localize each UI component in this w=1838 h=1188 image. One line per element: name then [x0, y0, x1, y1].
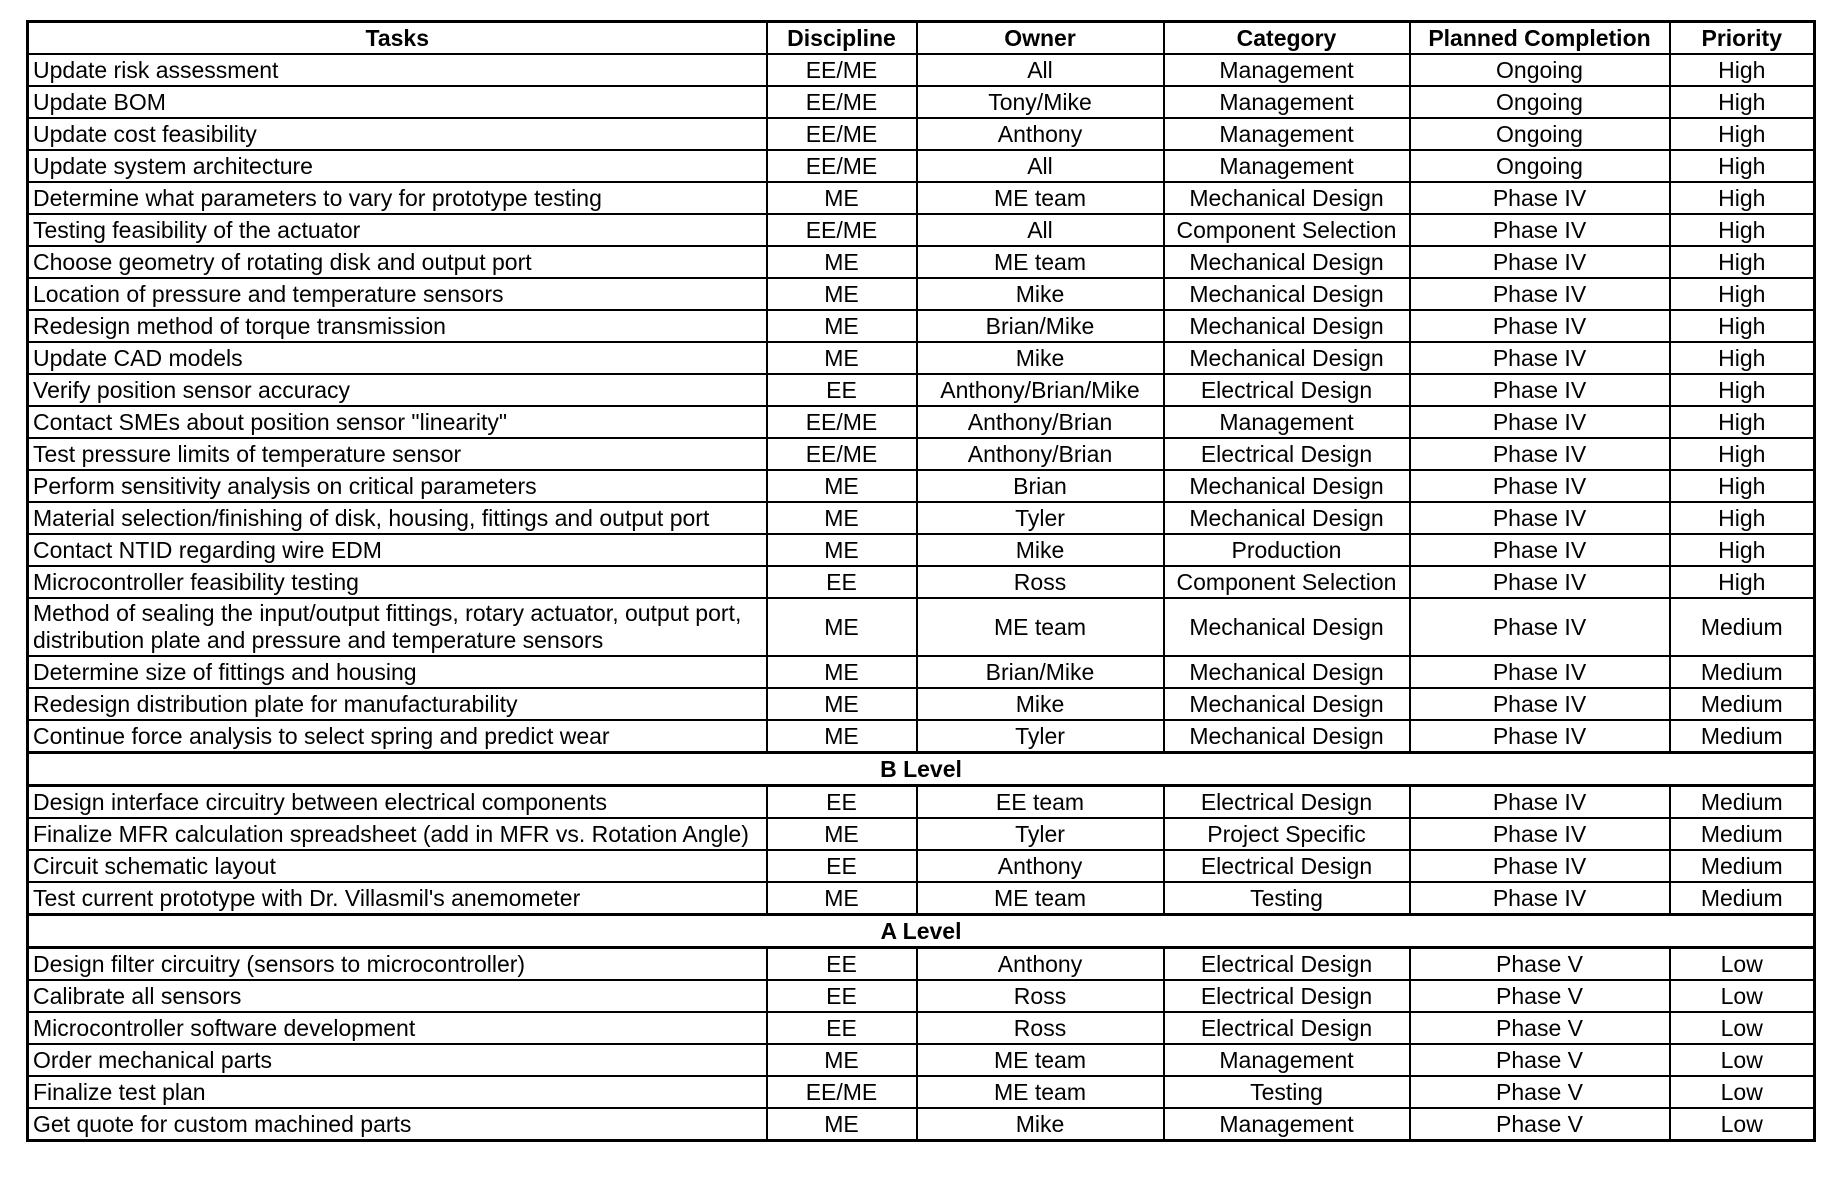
cell-task: Redesign method of torque transmission [28, 310, 767, 342]
cell-discipline: ME [767, 882, 917, 915]
cell-priority: High [1670, 502, 1815, 534]
cell-owner: ME team [917, 1044, 1164, 1076]
table-row [28, 54, 1815, 86]
cell-discipline: ME [767, 688, 917, 720]
cell-category: Mechanical Design [1164, 688, 1410, 720]
cell-owner: Mike [917, 1108, 1164, 1141]
cell-completion: Phase V [1410, 1076, 1670, 1108]
cell-completion: Phase V [1410, 1012, 1670, 1044]
cell-completion: Ongoing [1410, 54, 1670, 86]
cell-discipline: EE/ME [767, 438, 917, 470]
cell-priority: Medium [1670, 688, 1815, 720]
cell-category: Management [1164, 1108, 1410, 1141]
table-row [28, 1012, 1815, 1044]
header-row [28, 22, 1815, 55]
cell-category: Management [1164, 406, 1410, 438]
header-discipline: Discipline [767, 22, 917, 55]
cell-category: Electrical Design [1164, 850, 1410, 882]
cell-completion: Phase IV [1410, 310, 1670, 342]
cell-completion: Phase V [1410, 1044, 1670, 1076]
cell-owner: All [917, 54, 1164, 86]
cell-owner: Ross [917, 980, 1164, 1012]
cell-owner: ME team [917, 246, 1164, 278]
cell-category: Mechanical Design [1164, 310, 1410, 342]
cell-task: Determine what parameters to vary for prototype testing [28, 182, 767, 214]
cell-priority: High [1670, 534, 1815, 566]
table-row [28, 342, 1815, 374]
cell-discipline: EE [767, 566, 917, 598]
cell-priority: Medium [1670, 818, 1815, 850]
cell-priority: High [1670, 86, 1815, 118]
cell-owner: Anthony/Brian/Mike [917, 374, 1164, 406]
cell-owner: ME team [917, 882, 1164, 915]
cell-owner: Anthony [917, 118, 1164, 150]
header-owner: Owner [917, 22, 1164, 55]
cell-task: Calibrate all sensors [28, 980, 767, 1012]
cell-priority: Low [1670, 1108, 1815, 1141]
cell-priority: Low [1670, 1076, 1815, 1108]
cell-task: Continue force analysis to select spring and predict wear [28, 720, 767, 753]
cell-priority: High [1670, 310, 1815, 342]
table-row [28, 86, 1815, 118]
cell-category: Mechanical Design [1164, 342, 1410, 374]
cell-task: Update BOM [28, 86, 767, 118]
cell-completion: Phase IV [1410, 850, 1670, 882]
cell-owner: Mike [917, 688, 1164, 720]
cell-completion: Phase IV [1410, 598, 1670, 656]
cell-completion: Phase IV [1410, 534, 1670, 566]
cell-task: Verify position sensor accuracy [28, 374, 767, 406]
cell-task: Determine size of fittings and housing [28, 656, 767, 688]
cell-priority: High [1670, 54, 1815, 86]
cell-category: Mechanical Design [1164, 470, 1410, 502]
table-row [28, 1044, 1815, 1076]
cell-owner: All [917, 150, 1164, 182]
cell-task: Design filter circuitry (sensors to microcontroller) [28, 948, 767, 981]
cell-completion: Ongoing [1410, 118, 1670, 150]
cell-discipline: ME [767, 1108, 917, 1141]
cell-priority: Low [1670, 948, 1815, 981]
cell-completion: Phase IV [1410, 182, 1670, 214]
cell-discipline: EE/ME [767, 1076, 917, 1108]
cell-category: Mechanical Design [1164, 278, 1410, 310]
cell-discipline: EE/ME [767, 54, 917, 86]
cell-completion: Phase IV [1410, 502, 1670, 534]
cell-category: Mechanical Design [1164, 656, 1410, 688]
header-category: Category [1164, 22, 1410, 55]
cell-priority: Medium [1670, 656, 1815, 688]
table-row [28, 118, 1815, 150]
cell-category: Mechanical Design [1164, 720, 1410, 753]
cell-completion: Phase V [1410, 980, 1670, 1012]
cell-owner: Tyler [917, 720, 1164, 753]
cell-owner: Anthony [917, 850, 1164, 882]
cell-priority: High [1670, 182, 1815, 214]
cell-task: Finalize test plan [28, 1076, 767, 1108]
cell-priority: High [1670, 406, 1815, 438]
cell-completion: Phase IV [1410, 786, 1670, 819]
task-table [26, 20, 1816, 1142]
cell-owner: Brian [917, 470, 1164, 502]
cell-category: Electrical Design [1164, 438, 1410, 470]
cell-discipline: EE [767, 980, 917, 1012]
cell-completion: Phase V [1410, 1108, 1670, 1141]
table-row [28, 182, 1815, 214]
cell-category: Mechanical Design [1164, 502, 1410, 534]
cell-task: Material selection/finishing of disk, housing, fittings and output port [28, 502, 767, 534]
cell-discipline: EE [767, 850, 917, 882]
cell-priority: High [1670, 214, 1815, 246]
cell-owner: ME team [917, 1076, 1164, 1108]
cell-task: Finalize MFR calculation spreadsheet (add in MFR vs. Rotation Angle) [28, 818, 767, 850]
cell-task: Update cost feasibility [28, 118, 767, 150]
cell-discipline: ME [767, 534, 917, 566]
cell-category: Management [1164, 54, 1410, 86]
cell-task: Location of pressure and temperature sensors [28, 278, 767, 310]
cell-discipline: ME [767, 598, 917, 656]
table-row [28, 1108, 1815, 1141]
cell-discipline: EE [767, 786, 917, 819]
table-row [28, 150, 1815, 182]
cell-priority: Medium [1670, 598, 1815, 656]
cell-priority: Low [1670, 1044, 1815, 1076]
cell-category: Management [1164, 150, 1410, 182]
cell-task: Microcontroller feasibility testing [28, 566, 767, 598]
cell-owner: Ross [917, 1012, 1164, 1044]
table-row [28, 882, 1815, 915]
cell-task: Order mechanical parts [28, 1044, 767, 1076]
section-header-row [28, 915, 1815, 948]
cell-completion: Phase IV [1410, 720, 1670, 753]
cell-owner: Tyler [917, 818, 1164, 850]
cell-completion: Phase IV [1410, 278, 1670, 310]
cell-priority: High [1670, 566, 1815, 598]
table-row [28, 688, 1815, 720]
cell-discipline: ME [767, 818, 917, 850]
cell-owner: Tony/Mike [917, 86, 1164, 118]
cell-discipline: EE/ME [767, 86, 917, 118]
cell-category: Component Selection [1164, 214, 1410, 246]
cell-discipline: EE [767, 374, 917, 406]
cell-task: Update system architecture [28, 150, 767, 182]
cell-owner: All [917, 214, 1164, 246]
cell-completion: Phase IV [1410, 438, 1670, 470]
cell-priority: Medium [1670, 786, 1815, 819]
cell-priority: High [1670, 246, 1815, 278]
cell-category: Component Selection [1164, 566, 1410, 598]
cell-priority: High [1670, 278, 1815, 310]
cell-task: Testing feasibility of the actuator [28, 214, 767, 246]
cell-task: Test pressure limits of temperature sensor [28, 438, 767, 470]
table-row [28, 850, 1815, 882]
cell-discipline: EE/ME [767, 118, 917, 150]
cell-category: Electrical Design [1164, 948, 1410, 981]
header-priority: Priority [1670, 22, 1815, 55]
table-row [28, 278, 1815, 310]
cell-owner: Anthony/Brian [917, 406, 1164, 438]
section-label: A Level [28, 915, 1815, 948]
cell-discipline: ME [767, 342, 917, 374]
cell-task: Perform sensitivity analysis on critical parameters [28, 470, 767, 502]
cell-task: Redesign distribution plate for manufacturability [28, 688, 767, 720]
cell-category: Electrical Design [1164, 374, 1410, 406]
cell-priority: Medium [1670, 720, 1815, 753]
cell-task: Design interface circuitry between electrical components [28, 786, 767, 819]
cell-task: Test current prototype with Dr. Villasmil's anemometer [28, 882, 767, 915]
cell-owner: Ross [917, 566, 1164, 598]
cell-category: Testing [1164, 1076, 1410, 1108]
cell-owner: Mike [917, 278, 1164, 310]
table-row [28, 310, 1815, 342]
cell-task: Update CAD models [28, 342, 767, 374]
cell-completion: Phase IV [1410, 818, 1670, 850]
cell-category: Management [1164, 118, 1410, 150]
table-row [28, 214, 1815, 246]
cell-discipline: EE [767, 1012, 917, 1044]
table-row [28, 374, 1815, 406]
cell-discipline: ME [767, 470, 917, 502]
cell-category: Electrical Design [1164, 786, 1410, 819]
table-row [28, 470, 1815, 502]
table-row [28, 406, 1815, 438]
task-body [28, 54, 1815, 1141]
section-label: B Level [28, 753, 1815, 786]
cell-task: Microcontroller software development [28, 1012, 767, 1044]
cell-owner: EE team [917, 786, 1164, 819]
table-row [28, 818, 1815, 850]
cell-discipline: EE/ME [767, 406, 917, 438]
cell-discipline: ME [767, 310, 917, 342]
cell-discipline: EE/ME [767, 214, 917, 246]
table-row [28, 246, 1815, 278]
cell-discipline: ME [767, 720, 917, 753]
cell-priority: Low [1670, 980, 1815, 1012]
section-header-row [28, 753, 1815, 786]
cell-discipline: EE [767, 948, 917, 981]
cell-category: Mechanical Design [1164, 246, 1410, 278]
cell-discipline: ME [767, 502, 917, 534]
cell-category: Testing [1164, 882, 1410, 915]
table-row [28, 720, 1815, 753]
table-row [28, 438, 1815, 470]
table-row [28, 980, 1815, 1012]
cell-discipline: ME [767, 1044, 917, 1076]
cell-completion: Phase IV [1410, 656, 1670, 688]
table-row [28, 656, 1815, 688]
cell-owner: Brian/Mike [917, 310, 1164, 342]
cell-priority: Low [1670, 1012, 1815, 1044]
cell-priority: High [1670, 342, 1815, 374]
cell-owner: Anthony/Brian [917, 438, 1164, 470]
header-tasks: Tasks [28, 22, 767, 55]
cell-task: Update risk assessment [28, 54, 767, 86]
cell-completion: Phase IV [1410, 246, 1670, 278]
cell-completion: Phase IV [1410, 566, 1670, 598]
cell-owner: Tyler [917, 502, 1164, 534]
cell-owner: Anthony [917, 948, 1164, 981]
cell-task: Method of sealing the input/output fittings, rotary actuator, output port, distribution plate and pressure and temperature sensors [28, 598, 767, 656]
cell-category: Management [1164, 86, 1410, 118]
cell-completion: Phase IV [1410, 882, 1670, 915]
table-row [28, 948, 1815, 981]
cell-task: Choose geometry of rotating disk and output port [28, 246, 767, 278]
table-row [28, 502, 1815, 534]
cell-priority: High [1670, 374, 1815, 406]
table-row [28, 598, 1815, 656]
cell-task: Circuit schematic layout [28, 850, 767, 882]
header-planned-completion: Planned Completion [1410, 22, 1670, 55]
cell-completion: Phase IV [1410, 688, 1670, 720]
cell-category: Mechanical Design [1164, 182, 1410, 214]
cell-category: Production [1164, 534, 1410, 566]
cell-discipline: ME [767, 278, 917, 310]
cell-task: Get quote for custom machined parts [28, 1108, 767, 1141]
table-row [28, 786, 1815, 819]
cell-completion: Phase IV [1410, 374, 1670, 406]
cell-completion: Phase IV [1410, 342, 1670, 374]
cell-task: Contact NTID regarding wire EDM [28, 534, 767, 566]
cell-completion: Phase IV [1410, 214, 1670, 246]
cell-category: Electrical Design [1164, 1012, 1410, 1044]
cell-discipline: ME [767, 182, 917, 214]
cell-discipline: EE/ME [767, 150, 917, 182]
cell-completion: Ongoing [1410, 150, 1670, 182]
cell-priority: High [1670, 438, 1815, 470]
cell-owner: Brian/Mike [917, 656, 1164, 688]
cell-completion: Phase IV [1410, 470, 1670, 502]
cell-owner: ME team [917, 182, 1164, 214]
table-row [28, 534, 1815, 566]
cell-owner: ME team [917, 598, 1164, 656]
cell-priority: Medium [1670, 882, 1815, 915]
cell-category: Electrical Design [1164, 980, 1410, 1012]
cell-owner: Mike [917, 534, 1164, 566]
cell-priority: Medium [1670, 850, 1815, 882]
cell-owner: Mike [917, 342, 1164, 374]
cell-priority: High [1670, 118, 1815, 150]
cell-category: Project Specific [1164, 818, 1410, 850]
table-row [28, 1076, 1815, 1108]
cell-priority: High [1670, 150, 1815, 182]
cell-completion: Ongoing [1410, 86, 1670, 118]
cell-category: Mechanical Design [1164, 598, 1410, 656]
cell-completion: Phase V [1410, 948, 1670, 981]
cell-priority: High [1670, 470, 1815, 502]
cell-completion: Phase IV [1410, 406, 1670, 438]
cell-category: Management [1164, 1044, 1410, 1076]
cell-discipline: ME [767, 656, 917, 688]
cell-discipline: ME [767, 246, 917, 278]
cell-task: Contact SMEs about position sensor "linearity" [28, 406, 767, 438]
table-row [28, 566, 1815, 598]
